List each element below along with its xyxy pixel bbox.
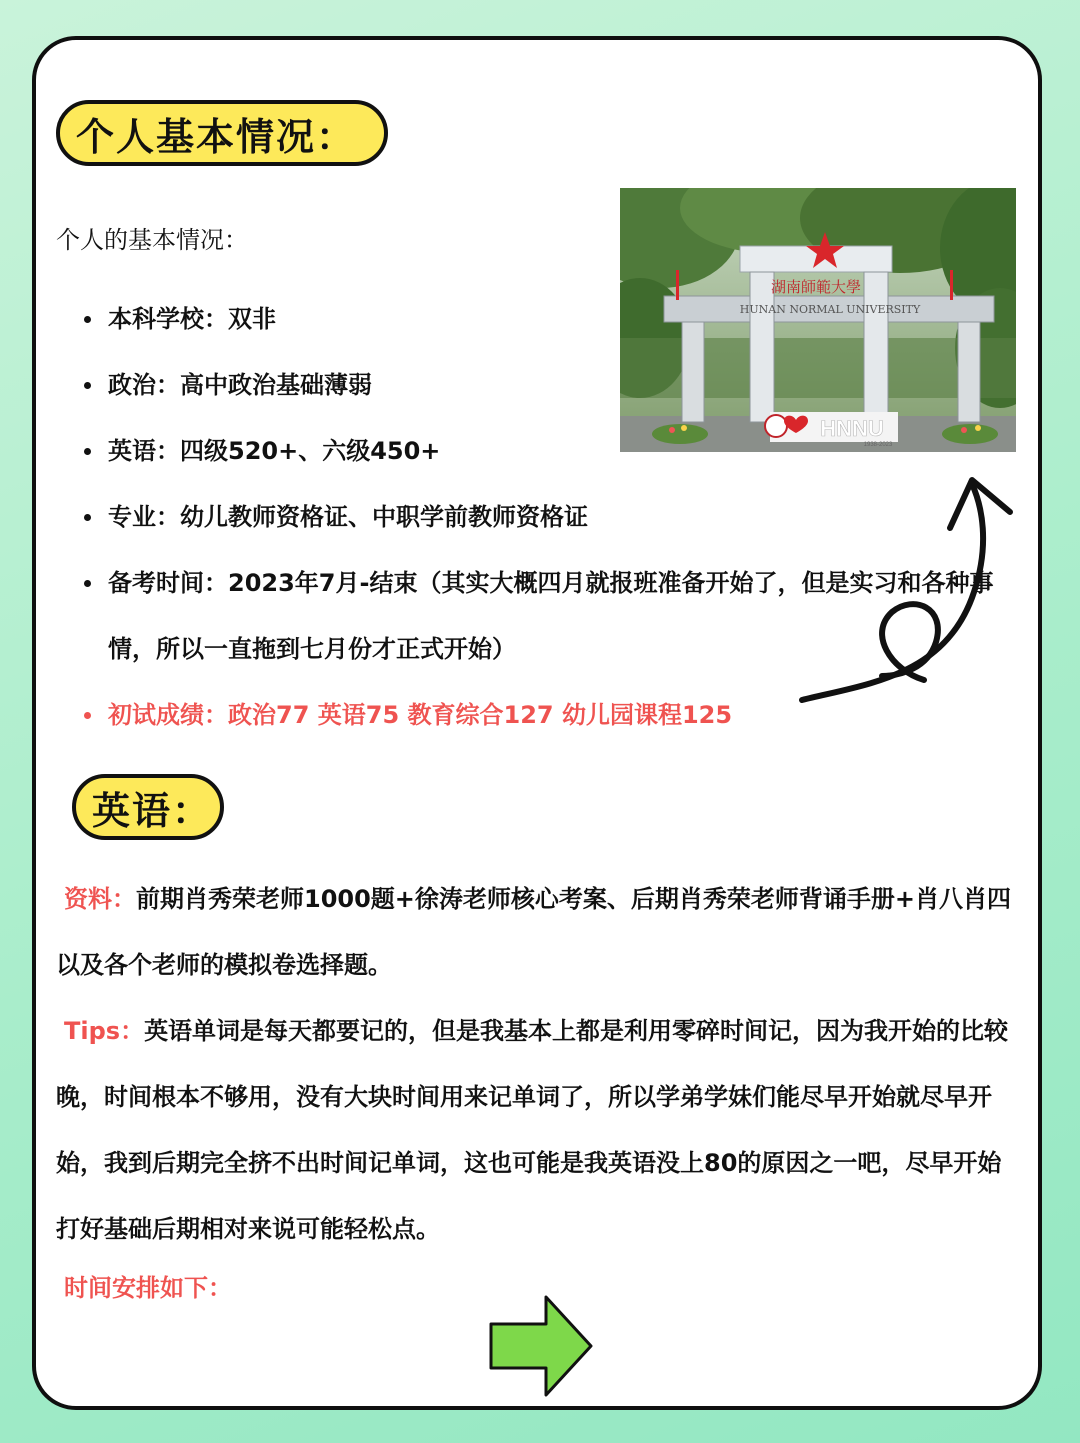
list-item-school: 本科学校：双非 [76, 286, 1016, 352]
list-item-major: 专业：幼儿教师资格证、中职学前教师资格证 [76, 484, 1016, 550]
tips-label: Tips： [64, 1017, 145, 1045]
tips-text: 英语单词是每天都要记的，但是我基本上都是利用零碎时间记，因为我开始的比较晚，时间根本不够用，没有大块时间用来记单词了，所以学弟学妹们能尽早开始就尽早开始，我到后期完全挤不出时间记单词，这也可能是我英语没上80的原因之一吧，尽早开始打好基础后期相对来说可能轻松点。 [56, 1017, 1009, 1243]
section-title-personal [56, 100, 388, 166]
curved-arrow-icon [796, 462, 1036, 712]
section-title-english-text: 英语： [92, 788, 213, 833]
section-title-personal-text: 个人基本情况： [76, 114, 357, 159]
university-gate-photo [620, 188, 1016, 452]
list-item-english: 英语：四级520+、六级450+ [76, 418, 1016, 484]
intro-text: 个人的基本情况： [56, 226, 248, 254]
materials-paragraph [56, 866, 1016, 998]
gate-logo-text: HNNU [820, 416, 884, 441]
schedule-label: 时间安排如下： [64, 1274, 232, 1302]
materials-label: 资料： [64, 885, 136, 913]
list-item-scores: 初试成绩：政治77 英语75 教育综合127 幼儿园课程125 [76, 682, 1016, 748]
content-card [32, 36, 1042, 1410]
section-title-english [72, 774, 224, 840]
gate-years-text: 1938-2023 [863, 442, 893, 448]
gate-sign-en: HUNAN NORMAL UNIVERSITY [739, 303, 921, 316]
materials-text: 前期肖秀荣老师1000题+徐涛老师核心考案、后期肖秀荣老师背诵手册+肖八肖四以及各个老师的模拟卷选择题。 [56, 885, 1012, 979]
tips-paragraph [56, 998, 1016, 1262]
list-item-politics: 政治：高中政治基础薄弱 [76, 352, 1016, 418]
list-item-prep-time: 备考时间：2023年7月-结束（其实大概四月就报班准备开始了，但是实习和各种事情，所以一直拖到七月份才正式开始） [76, 550, 1016, 682]
gate-sign-cn: 湖南師範大學 [770, 278, 862, 296]
right-arrow-icon [488, 1294, 594, 1398]
